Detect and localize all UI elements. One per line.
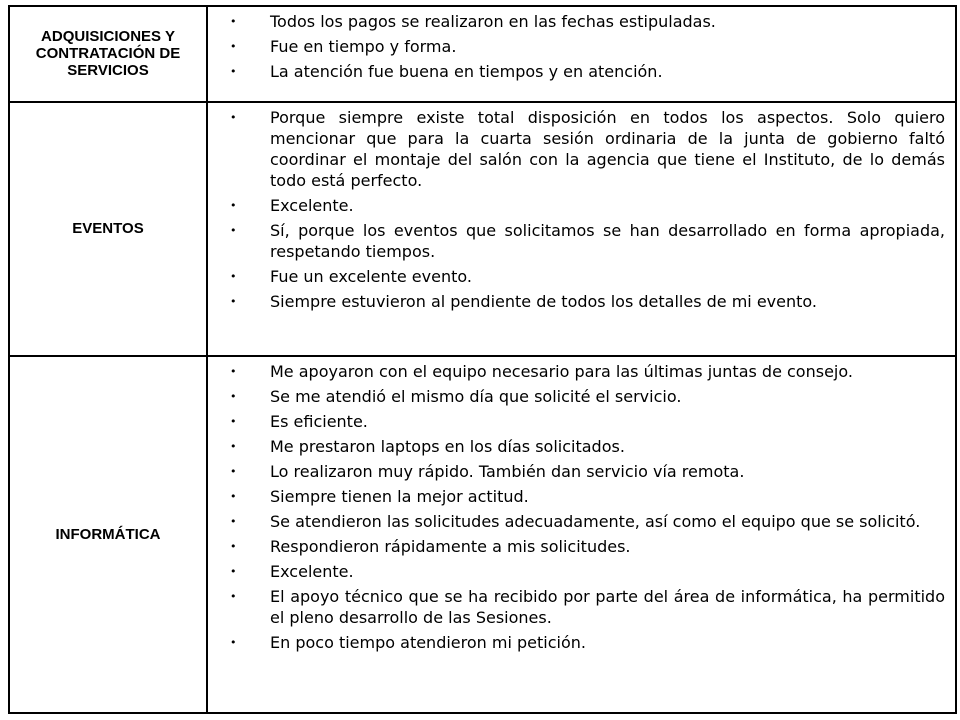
- bullet-icon: •: [230, 414, 237, 428]
- list-item: [216, 220, 945, 262]
- list-item: [216, 436, 945, 457]
- bullet-icon: •: [230, 389, 237, 403]
- comment-text: El apoyo técnico que se ha recibido por parte del área de informática, ha permitido el pleno desarrollo de las Sesiones.: [270, 586, 945, 627]
- comments-cell: [207, 6, 956, 102]
- list-item: [216, 511, 945, 532]
- comment-text: Me prestaron laptops en los días solicitados.: [270, 436, 625, 456]
- bullet-icon: •: [230, 223, 237, 237]
- comment-text: Siempre tienen la mejor actitud.: [270, 486, 529, 506]
- feedback-table-body: [9, 6, 956, 713]
- comments-cell: [207, 102, 956, 356]
- comment-text: Respondieron rápidamente a mis solicitudes.: [270, 536, 631, 556]
- list-item: [216, 586, 945, 628]
- bullet-icon: •: [230, 589, 237, 603]
- comment-text: Porque siempre existe total disposición en todos los aspectos. Solo quiero mencionar que para la cuarta sesión ordinaria de la junta de gobierno faltó coordinar el montaje del salón con la agencia que tiene el Instituto, de lo demás todo está perfecto.: [270, 107, 945, 190]
- table-row-eventos: [9, 102, 956, 356]
- list-item: [216, 386, 945, 407]
- category-label: INFORMÁTICA: [55, 525, 161, 543]
- bullet-icon: •: [230, 539, 237, 553]
- bullet-icon: •: [230, 564, 237, 578]
- category-label: EVENTOS: [72, 220, 144, 238]
- comment-list: [216, 11, 945, 82]
- comment-text: Siempre estuvieron al pendiente de todos los detalles de mi evento.: [270, 291, 817, 311]
- list-item: [216, 411, 945, 432]
- comment-text: Sí, porque los eventos que solicitamos se han desarrollado en forma apropiada, respetando tiempos.: [270, 220, 945, 261]
- category-cell: [9, 102, 207, 356]
- bullet-icon: •: [230, 269, 237, 283]
- category-cell: [9, 6, 207, 102]
- list-item: [216, 195, 945, 216]
- list-item: [216, 291, 945, 312]
- list-item: [216, 107, 945, 191]
- comment-text: Fue en tiempo y forma.: [270, 37, 457, 56]
- bullet-icon: •: [230, 489, 237, 503]
- comment-text: Lo realizaron muy rápido. También dan servicio vía remota.: [270, 461, 745, 481]
- bullet-icon: •: [230, 110, 237, 124]
- category-label: ADQUISICIONES Y CONTRATACIÓN DE SERVICIOS: [35, 28, 181, 80]
- bullet-icon: •: [230, 514, 237, 528]
- comment-text: En poco tiempo atendieron mi petición.: [270, 632, 586, 652]
- feedback-table: [8, 5, 957, 714]
- list-item: [216, 461, 945, 482]
- bullet-icon: •: [230, 635, 237, 649]
- comment-text: Excelente.: [270, 561, 354, 581]
- list-item: [216, 61, 945, 82]
- table-row-adquisiciones-y-contratacion-de-servicios: [9, 6, 956, 102]
- bullet-icon: •: [230, 439, 237, 453]
- comment-text: La atención fue buena en tiempos y en atención.: [270, 62, 663, 81]
- list-item: [216, 632, 945, 653]
- bullet-icon: •: [230, 40, 237, 53]
- bullet-icon: •: [230, 15, 237, 28]
- bullet-icon: •: [230, 464, 237, 478]
- list-item: [216, 536, 945, 557]
- list-item: [216, 266, 945, 287]
- comment-text: Fue un excelente evento.: [270, 266, 472, 286]
- comment-list: [216, 361, 945, 653]
- comments-cell: [207, 356, 956, 713]
- table-row-informatica: [9, 356, 956, 713]
- comment-text: Se atendieron las solicitudes adecuadamente, así como el equipo que se solicitó.: [270, 511, 921, 531]
- category-cell: [9, 356, 207, 713]
- bullet-icon: •: [230, 294, 237, 308]
- list-item: [216, 11, 945, 32]
- comment-text: Me apoyaron con el equipo necesario para las últimas juntas de consejo.: [270, 361, 853, 381]
- bullet-icon: •: [230, 198, 237, 212]
- list-item: [216, 36, 945, 57]
- comment-list: [216, 107, 945, 312]
- comment-text: Todos los pagos se realizaron en las fechas estipuladas.: [270, 12, 716, 31]
- list-item: [216, 486, 945, 507]
- bullet-icon: •: [230, 65, 237, 78]
- comment-text: Es eficiente.: [270, 411, 368, 431]
- list-item: [216, 561, 945, 582]
- comment-text: Excelente.: [270, 195, 354, 215]
- list-item: [216, 361, 945, 382]
- bullet-icon: •: [230, 364, 237, 378]
- comment-text: Se me atendió el mismo día que solicité el servicio.: [270, 386, 682, 406]
